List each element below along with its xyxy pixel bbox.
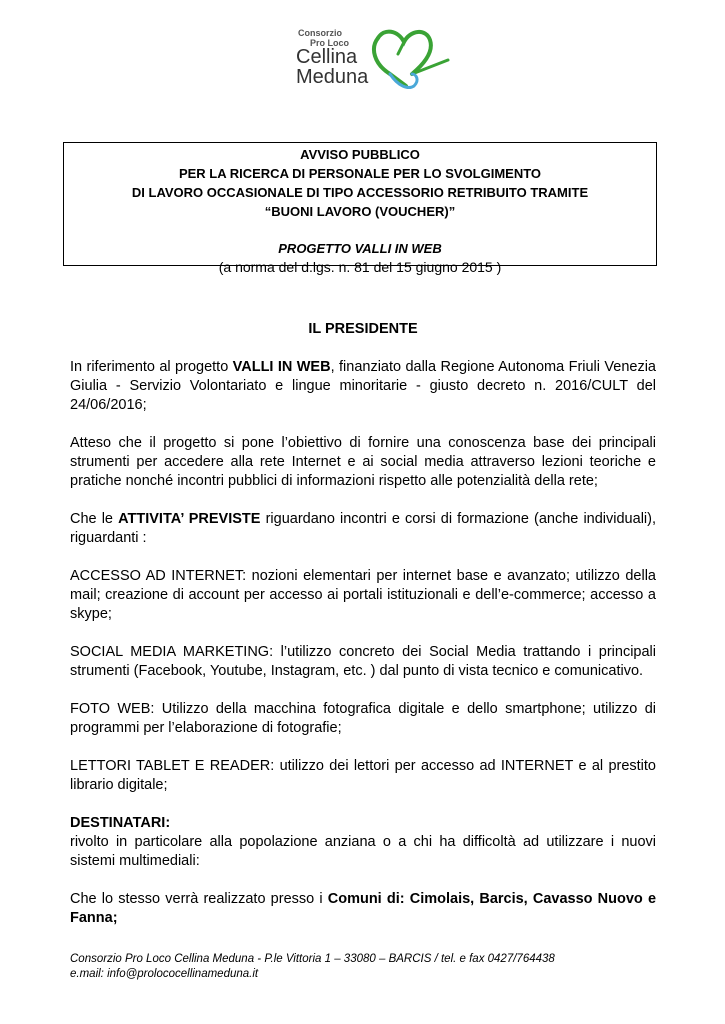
heart-icon <box>368 24 454 96</box>
notice-subtitle: DI LAVORO OCCASIONALE DI TIPO ACCESSORIO RETRIBUITO TRAMITE <box>131 185 589 200</box>
section-heading: DESTINATARI: <box>70 815 171 831</box>
section-heading: IL PRESIDENTE <box>308 321 418 337</box>
logo-text-meduna: Meduna <box>296 66 369 88</box>
paragraph: In riferimento al progetto VALLI IN WEB, finanziato dalla Regione Autonoma Friuli Venezia Giulia - Servizio Volontariato e lingue minoritarie - giusto decreto n. 2016/CULT del 24/06/2016; <box>70 359 656 413</box>
paragraph: Che le ATTIVITA’ PREVISTE riguardano incontri e corsi di formazione (anche individuali), riguardanti : <box>70 511 656 546</box>
paragraph: Che lo stesso verrà realizzato presso i Comuni di: Cimolais, Barcis, Cavasso Nuovo e Fanna; <box>70 891 657 926</box>
paragraph: SOCIAL MEDIA MARKETING: l’utilizzo concreto dei Social Media trattando i principali strumenti (Facebook, Youtube, Instagram, etc. ) dal punto di vista tecnico e comunicativo. <box>70 644 656 679</box>
logo-text-consorzio: Consorzio <box>298 28 342 38</box>
notice-title: AVVISO PUBBLICO <box>300 147 420 162</box>
document-body <box>70 320 656 947</box>
footer <box>70 952 660 982</box>
notice-box <box>63 142 657 275</box>
logo-text-cellina: Cellina <box>296 46 358 68</box>
footer-email: e.mail: info@prolococellinameduna.it <box>70 968 259 980</box>
paragraph: rivolto in particolare alla popolazione anziana o a chi ha difficoltà ad utilizzare i nuovi sistemi multimediali: <box>70 834 656 869</box>
notice-subtitle: “BUONI LAVORO (VOUCHER)” <box>264 204 456 219</box>
paragraph: LETTORI TABLET E READER: utilizzo dei lettori per accesso ad INTERNET e al prestito librario digitale; <box>70 758 656 793</box>
logo <box>296 24 456 96</box>
legal-reference: (a norma del d.lgs. n. 81 del 15 giugno 2015 ) <box>218 259 502 275</box>
project-name: PROGETTO VALLI IN WEB <box>278 241 442 256</box>
paragraph: FOTO WEB: Utilizzo della macchina fotografica digitale e dello smartphone; utilizzo di programmi per l’elaborazione di fotografie; <box>70 701 656 736</box>
footer-address: Consorzio Pro Loco Cellina Meduna - P.le Vittoria 1 – 33080 – BARCIS / tel. e fax 0427/764438 <box>70 953 555 965</box>
logo-text-pro-loco: Pro Loco <box>310 38 350 48</box>
notice-subtitle: PER LA RICERCA DI PERSONALE PER LO SVOLGIMENTO <box>178 166 542 181</box>
paragraph: ACCESSO AD INTERNET: nozioni elementari per internet base e avanzato; utilizzo della mail; creazione di account per accesso ai portali istituzionali e dell’e-commerce; accesso a skype; <box>70 568 656 622</box>
paragraph: Atteso che il progetto si pone l’obiettivo di fornire una conoscenza base dei principali strumenti per accedere alla rete Internet e ai social media attraverso lezioni teoriche e pratiche nonché incontri pubblici di informazioni rispetto alle potenzialità della rete; <box>70 435 656 489</box>
